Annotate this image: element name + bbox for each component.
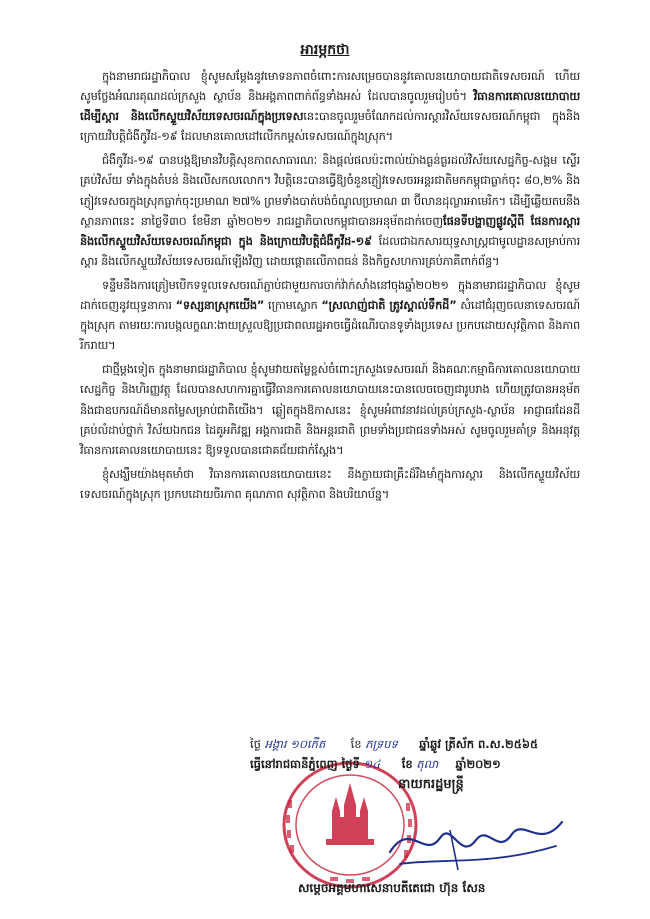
- solar-month-label: ខែ: [401, 757, 413, 771]
- emphasized-text: ផែនទីបង្ហាញផ្លូវស្តីពី ផែនការស្តារ និងលើកស្ទួយវិស័យទេសចរណ៍កម្ពុជា ក្នុង និងក្រោយវិបត្តិជំងឺកូវីដ-១៩: [80, 213, 581, 248]
- paragraph-text: នេះបានចូលរួមចំណែកដល់ការស្ដារវិស័យទេសចរណ៍កម្ពុជា ក្នុងនិងក្រោយវិបត្តិជំងឺកូវីដ-១៩ ដែលមានគោលដៅលើកកម្ពស់ទេសចរណ៍ក្នុងស្រុក។: [80, 109, 580, 144]
- document-title: អារម្ភកថា: [300, 42, 350, 58]
- body-paragraph: [80, 464, 580, 504]
- paragraph-text: ជាថ្មីម្ដងទៀត ក្នុងនាមរាជរដ្ឋាភិបាល ខ្ញុំសូមវាយតម្លៃខ្ពស់ចំពោះក្រសួងទេសចរណ៍ និងគណៈកម្មាធិការគោលនយោបាយសេដ្ឋកិច្ច និងហិរញ្ញវត្ថុ ដែលបានសហការគ្នាធ្វើវិធានការគោលនយោបាយនេះបានលេចចេញជារូបរាង ហើយត្រូវបានអនុម័ត និងជាឧបករណ៍ដ៏មានតម្លៃសម្រាប់ជាតិយើង។ ឆ្លៀតក្នុងឱកាសនេះ ខ្ញុំសូមអំពាវនាវដល់គ្រប់ក្រសួង-ស្ថាប័ន អាជ្ញាធរដែនដីគ្រប់លំដាប់ថ្នាក់ វិស័យឯកជន ដៃគូអភិវឌ្ឍ អង្គការជាតិ និងអន្តរជាតិ ព្រមទាំងប្រជាជនទាំងអស់ សូមចូលរួមគាំទ្រ និងអនុវត្តវិធានការគោលនយោបាយនេះ ឱ្យទទួលបានជោគជ័យជាក់ស្តែង។: [80, 362, 580, 457]
- paragraph-text: ក្នុងនាមរាជរដ្ឋាភិបាល ខ្ញុំសូមសម្តែងនូវមោទនភាពចំពោះការសម្រេចបាននូវគោលនយោបាយជាតិទេសចរណ៍ ហើយសូមថ្លែងអំណរគុណដល់ក្រសួង ស្ថាប័ន និងអង្គភាពពាក់ព័ន្ធទាំងអស់ ដែលបានចូលរួមរៀបចំ។: [80, 69, 580, 104]
- lunar-day-handwritten: អង្គារ ១០កើត: [264, 737, 326, 751]
- lunar-month-label: ខែ: [350, 737, 362, 751]
- emphasized-text: “ស្រលាញ់ជាតិ ត្រូវស្គាល់ទឹកដី”: [321, 298, 457, 313]
- paragraph-text: ក្រោមស្លោក: [264, 298, 322, 313]
- signer-title: នាយករដ្ឋមន្ត្រី: [398, 777, 464, 792]
- solar-day-handwritten: ១៤: [363, 757, 381, 771]
- lunar-day-label: ថ្ងៃ: [250, 737, 261, 751]
- solar-date-row: [250, 754, 610, 774]
- signature: [380, 800, 570, 880]
- emphasized-text: វិធានការគោលនយោបាយដើម្បីស្តារ និងលើកស្ទួយវិស័យទេសចរណ៍ក្នុងប្រទេស: [80, 89, 580, 124]
- signer-name: សម្តេចអគ្គមហាសេនាបតីតេជោ ហ៊ុន សែន: [298, 881, 486, 895]
- body-paragraph: [80, 275, 580, 355]
- paragraph-text: សំដៅជំរុញចលនាទេសចរណ៍ក្នុងស្រុក តាមរយៈការបង្កលក្ខណៈងាយស្រួលឱ្យប្រជាពលរដ្ឋអាចធ្វើដំណើរបានទូទាំងប្រទេស ប្រកបដោយសុវត្ថិភាព និងភាពរីករាយ។: [80, 298, 581, 353]
- body-paragraph: [80, 359, 580, 459]
- paragraph-text: ជំងឺកូវីដ-១៩ បានបង្កឱ្យមានវិបត្តិសុខភាពសាធារណៈ និងផ្ដល់ផលប៉ះពាល់យ៉ាងធ្ងន់ធ្ងរដល់វិស័យសេដ្ឋកិច្ច-សង្គម ស្ទើរគ្រប់វិស័យ ទាំងក្នុងតំបន់ និងលើសកលលោក។ វិបត្តិនេះបានធ្វើឱ្យចំនួនភ្ញៀវទេសចរអន្តរជាតិមកកម្ពុជាធ្លាក់ចុះ ៨០,២% និងភ្ញៀវទេសចរក្នុងស្រុកធ្លាក់ចុះប្រមាណ ២៧% ព្រមទាំងបាត់បង់ចំណូលប្រមាណ ៣ ប៊ីលានដុល្លារអាមេរិក។ ដើម្បីឆ្លើយតបនឹងស្ថានភាពនេះ នាថ្ងៃទី៣០ ខែមីនា ឆ្នាំ២០២១ រាជរដ្ឋាភិបាលកម្ពុជាបានអនុម័តដាក់ចេញ: [80, 153, 580, 228]
- date-block: [250, 734, 610, 774]
- lunar-date-row: [250, 734, 610, 754]
- solar-month-handwritten: តុលា: [416, 757, 439, 771]
- lunar-year: ឆ្នាំឆ្លូវ ត្រីស័ក ព.ស.២៥៦៥: [419, 737, 539, 751]
- document-body: [80, 66, 580, 508]
- lunar-month-handwritten: ភទ្របទ: [365, 737, 398, 751]
- paragraph-text: ដែលជាឯកសារយុទ្ធសាស្ត្រជាមូលដ្ឋានសម្រាប់ការស្តារ និងលើកស្ទួយវិស័យទេសចរណ៍ឡើងវិញ ដោយផ្ដោតលើភាពធន់ និងកិច្ចសហការគ្រប់ភាគីពាក់ព័ន្ធ។: [80, 233, 580, 268]
- body-paragraph: [80, 150, 580, 271]
- paragraph-text: ខ្ញុំសង្ឃឹមយ៉ាងមុតមាំថា វិធានការគោលនយោបាយនេះ នឹងក្លាយជាគ្រឹះដ៏រឹងមាំក្នុងការស្តារ និងលើកស្ទួយវិស័យទេសចរណ៍ក្នុងស្រុក ប្រកបដោយចីរភាព គុណភាព សុវត្ថិភាព និងបរិយាប័ន្ន។: [80, 466, 580, 501]
- body-paragraph: [80, 66, 580, 146]
- paragraph-text: ទន្ទឹមនឹងការត្រៀមបើកទទួលទេសចរណ៍ភ្ជាប់ជាមួយការចាក់វ៉ាក់សាំងនៅចុងឆ្នាំ២០២១ ក្នុងនាមរាជរដ្ឋាភិបាល ខ្ញុំសូមដាក់ចេញនូវយុទ្ធនាការ: [80, 277, 580, 313]
- place-label: ធ្វើនៅរាជធានីភ្នំពេញ ថ្ងៃទី: [250, 757, 360, 771]
- solar-year: ឆ្នាំ២០២១: [455, 757, 501, 771]
- signature-icon: [380, 800, 570, 880]
- emphasized-text: “ទស្សនាស្រុកយើង”: [175, 298, 265, 313]
